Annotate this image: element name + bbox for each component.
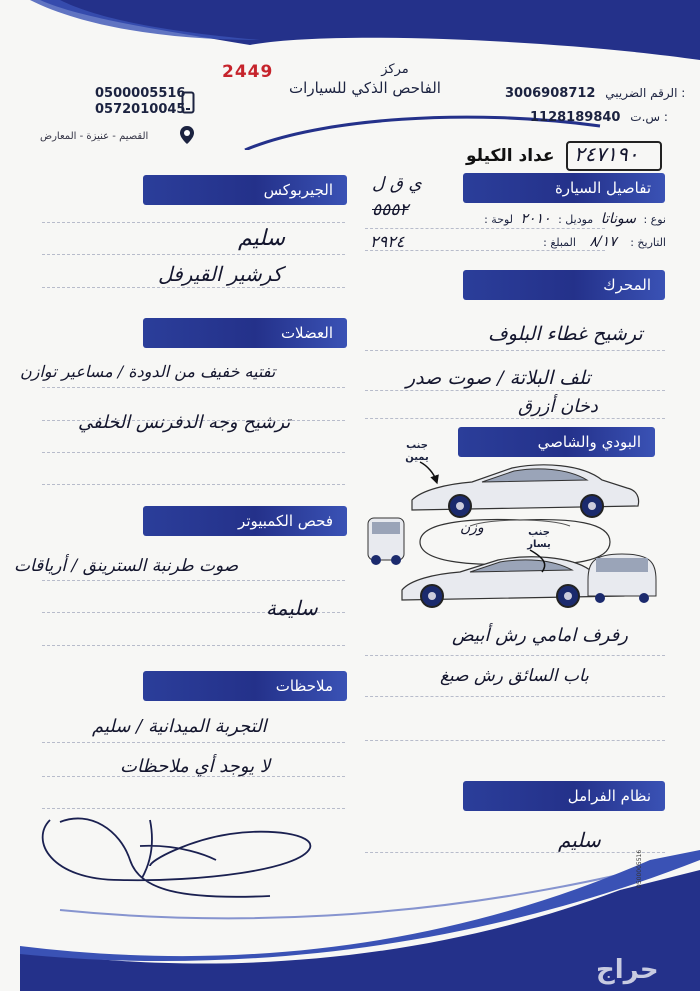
ruled-line [42,484,345,485]
ruled-line [365,228,605,229]
muscles-line-1: تفتيه خفيف من الدودة / مساعير توازن [20,362,276,381]
computer-line-2: سليمة [266,596,318,620]
ruled-line [42,645,345,646]
cr-number-label: س.ت : [630,110,668,124]
model-value: ٢٠١٠ [520,211,551,227]
phone-number-2: 0572010045 [95,102,186,117]
car-details-header [463,173,665,203]
engine-line-1: ترشيح غطاء البلوف [488,323,643,345]
ruled-line [365,250,605,251]
hood-note: وزن [460,520,484,536]
cr-number-value: 1128189840 [530,110,621,125]
gearbox-header [143,175,347,205]
right-side-label: جنب يمين [405,440,429,463]
watermark-logo: حراج [596,955,659,985]
notes-line-2: لا يوجد أي ملاحظات [120,756,271,777]
ruled-line [42,452,345,453]
car-front-view [368,518,404,565]
cr-number-row [530,110,668,125]
ruled-line [365,655,665,656]
center-title [270,62,460,97]
engine-line-2: تلف البلاتة / صوت صدر [406,367,591,389]
plate-number-crossed: ٥٥٥٢ [372,200,409,220]
plate-label: لوحة : [484,213,514,226]
ruled-line [365,390,665,391]
car-right-side [412,465,639,517]
location-text: القصيم - عنيزة - المعارض [40,131,149,142]
engine-line-3: دخان أزرق [518,396,598,417]
footer-wave [0,850,700,991]
center-title-line2: الفاحص الذكي للسيارات [289,79,441,97]
notes-header [143,671,347,701]
car-rear-view [588,554,656,603]
ruled-line [365,696,665,697]
mobile-phone-icon [181,91,195,115]
brakes-header [463,781,665,811]
muscles-line-2: ترشيح وجه الدفرنس الخلفي [78,412,291,433]
ruled-line [42,742,345,743]
amount-label: المبلغ : [543,236,576,249]
body-title: البودي والشاصي [537,433,641,451]
body-line-1: رفرف امامي رش أبيض [452,625,628,646]
computer-title: فحص الكمبيوتر [238,512,333,530]
notes-title: ملاحظات [275,677,333,695]
tax-number-row [505,86,685,101]
center-title-line1: مركز [381,62,409,77]
odometer-label: عداد الكيلو [466,146,555,166]
type-value: سوناتا [600,211,636,227]
muscles-title: العضلات [280,324,333,342]
ruled-line [42,222,345,223]
car-details-title: تفاصيل السيارة [554,179,651,197]
ruled-line [365,740,665,741]
left-side-label: جنب يسار [527,527,551,550]
ruled-line [365,418,665,419]
ruled-line [365,350,665,351]
type-label: نوع : [643,213,666,226]
ruled-line [42,387,345,388]
computer-line-1: صوت طرنبة السترينق / أرياقات [14,556,239,576]
gearbox-line-2: كرشير القيرفل [158,262,283,286]
gearbox-line-1: سليم [238,226,285,251]
brakes-line-1: سليم [558,828,601,852]
type-row [360,211,666,229]
car-diagram [362,440,662,610]
phone-number-1: 0500005516 [95,86,186,101]
ruled-line [42,580,345,581]
plate-letters: ي ق ل [372,174,422,194]
tax-number-label: الرقم الضريبي : [605,86,686,100]
computer-header [143,506,347,536]
footer-phone-small: 0500005516 [636,849,643,888]
gearbox-title: الجيربوكس [263,181,333,199]
tax-number-value: 3006908712 [505,86,596,101]
odometer-value: ٢٤٧١٩٠ [574,142,639,166]
date-value: ٨/١٧ [589,234,617,250]
body-line-2: باب السائق رش صبغ [440,666,589,686]
brakes-title: نظام الفرامل [567,787,651,805]
model-label: موديل : [558,213,594,226]
phone-block [95,86,185,118]
ruled-line [42,254,345,255]
engine-header [463,270,665,300]
engine-title: المحرك [603,276,651,294]
amount-value: ٢٩٢٤ [370,232,405,251]
notes-line-1: التجربة الميدانية / سليم [92,716,267,737]
muscles-header [143,318,347,348]
ruled-line [42,287,345,288]
location-pin-icon [179,125,195,145]
date-label: التاريخ : [630,236,666,249]
report-number: 2449 [222,62,274,82]
